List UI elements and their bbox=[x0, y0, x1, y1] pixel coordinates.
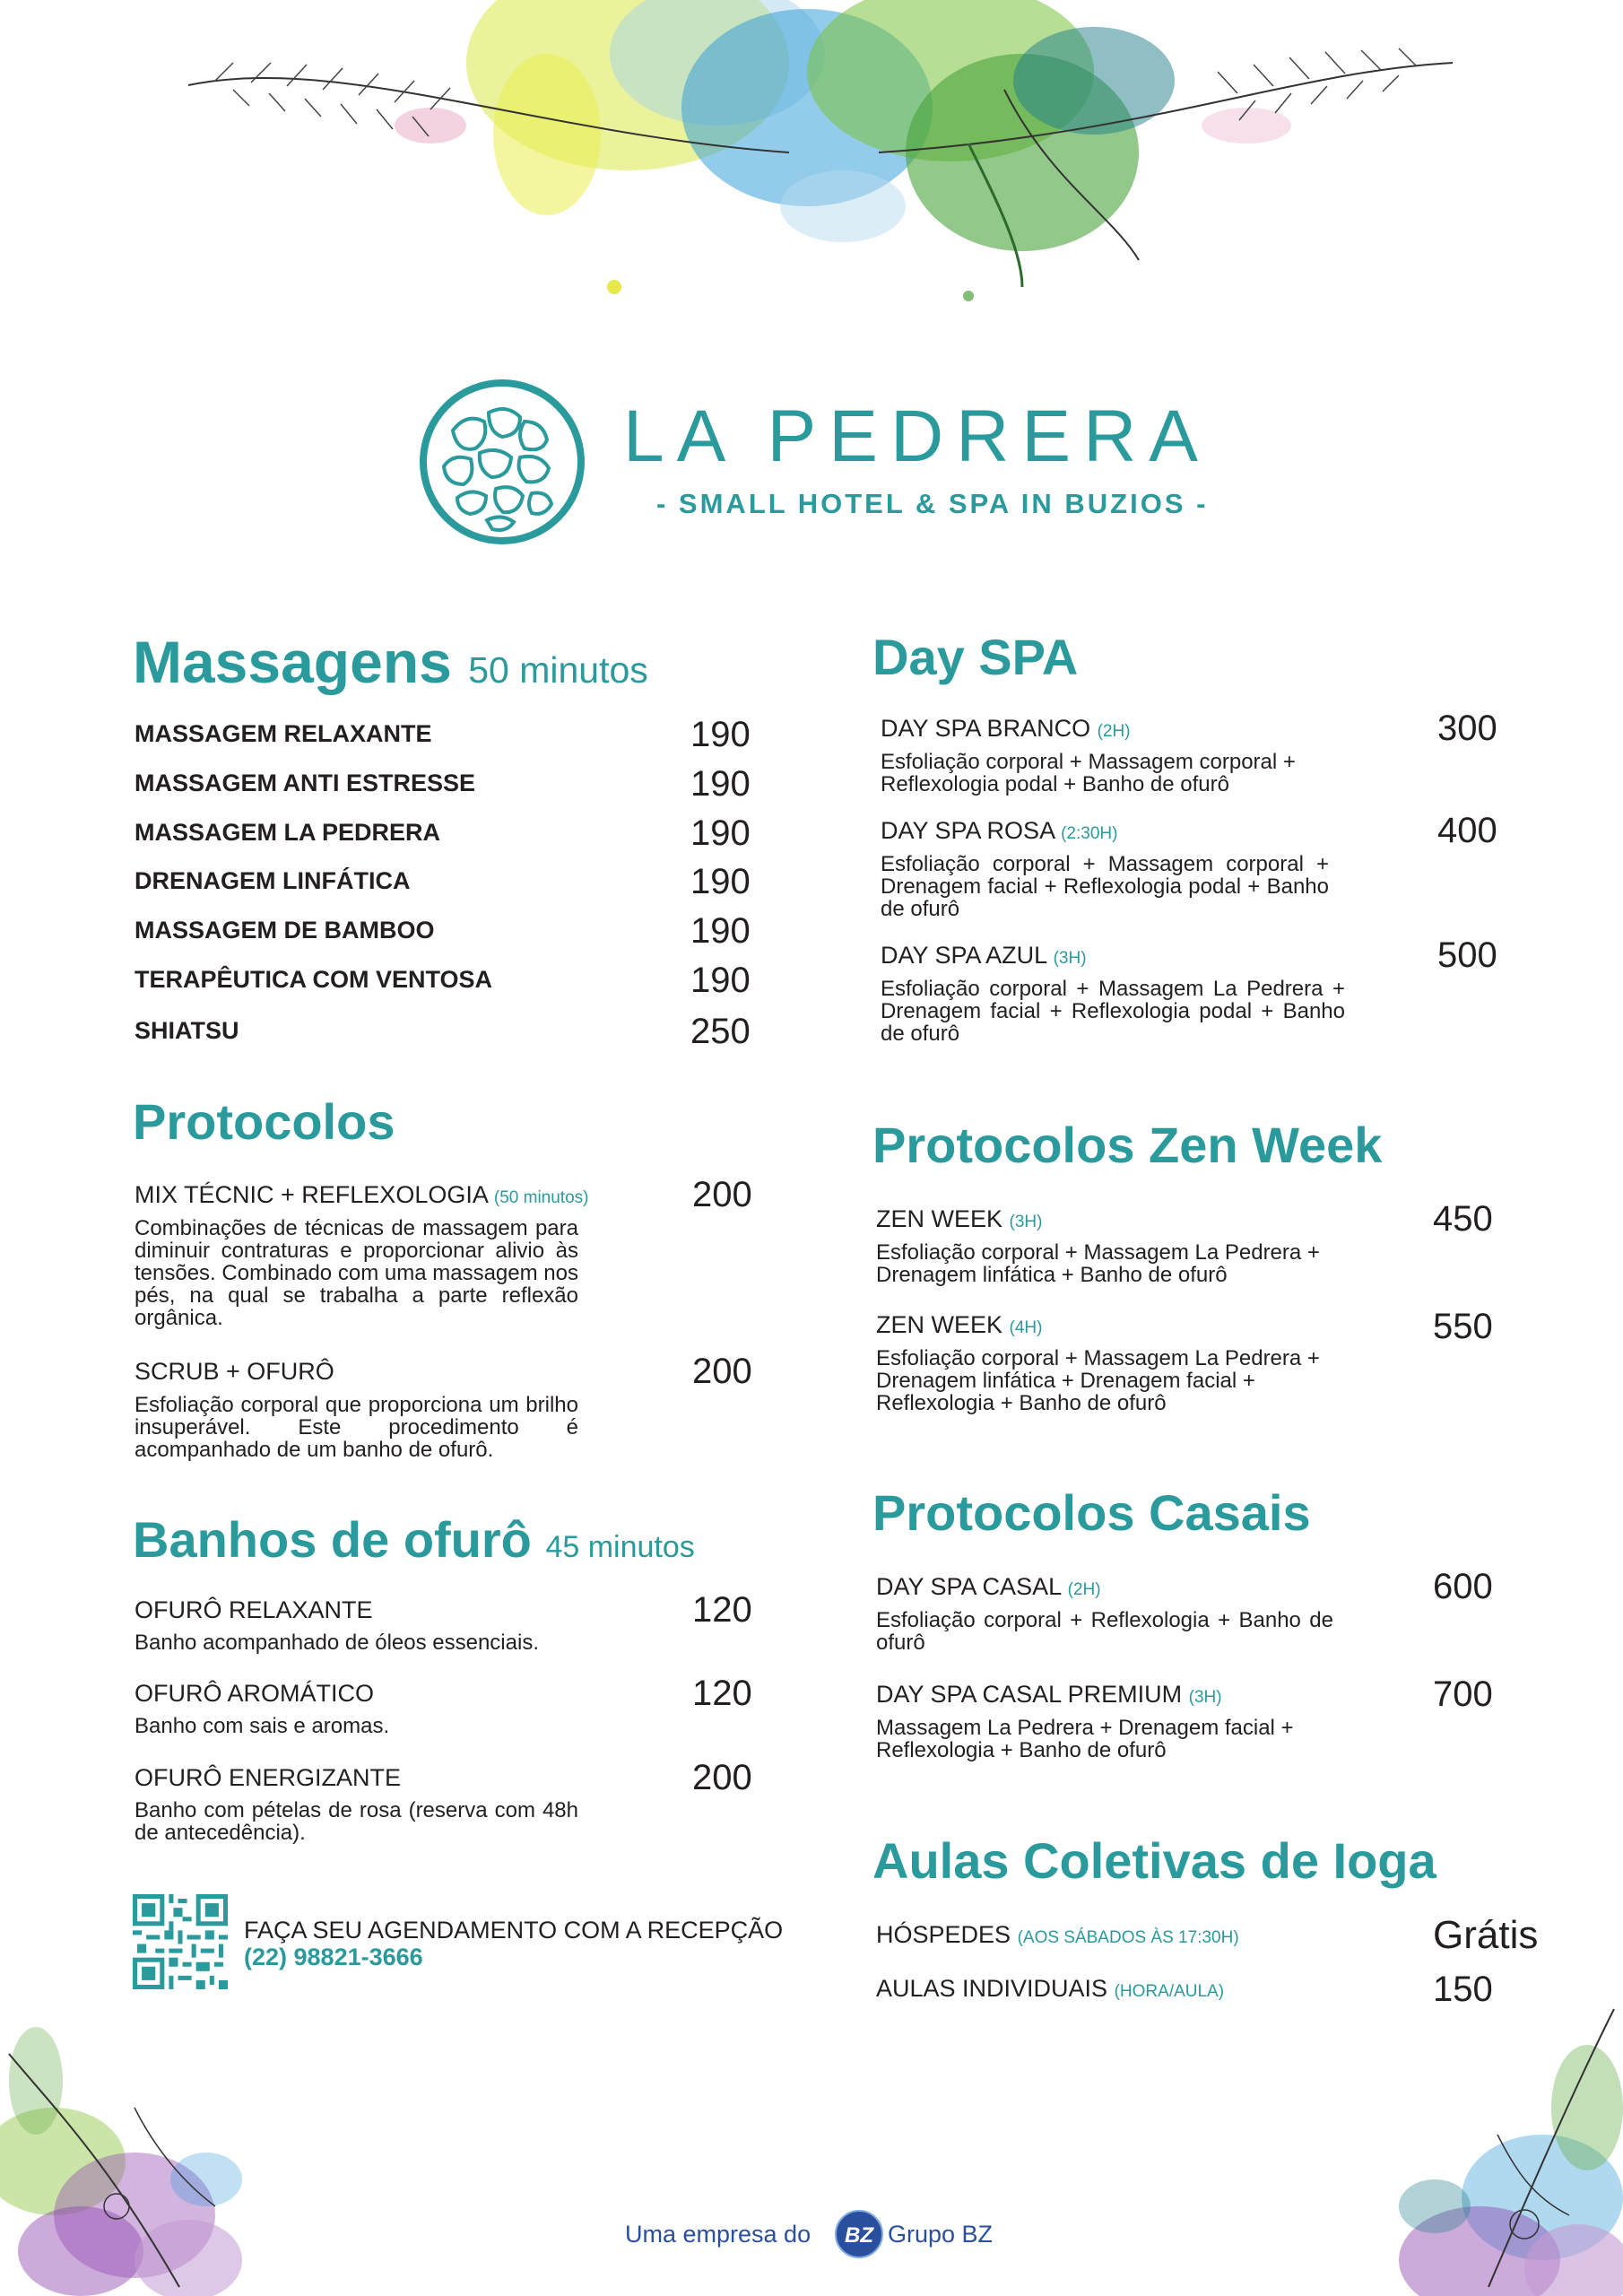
ofuro-relaxante-desc: Banho acompanhado de óleos essenciais. bbox=[135, 1631, 539, 1655]
grupo-bz-logo-icon bbox=[834, 2209, 884, 2259]
stone-logo-icon bbox=[417, 377, 587, 547]
massagem-anti-estresse-price: 190 bbox=[690, 764, 751, 804]
dayspa-rosa-desc: Esfoliação corporal + Massagem corporal + Drenagem facial + Reflexologia podal + Banho de ofurô bbox=[881, 852, 1329, 921]
zenweek-4h-desc: Esfoliação corporal + Massagem La Pedrera + Drenagem linfática + Drenagem facial + Reflexologia + Banho de ofurô bbox=[876, 1346, 1320, 1415]
flowers-right-art bbox=[1381, 2000, 1623, 2296]
zenweek-3h-label: ZEN WEEK bbox=[876, 1205, 1003, 1232]
massagens-subtitle: 50 minutos bbox=[468, 649, 648, 691]
dayspa-branco-name bbox=[881, 715, 1131, 743]
section-title-massagens bbox=[133, 628, 648, 696]
ioga-hospedes-price: Grátis bbox=[1433, 1913, 1539, 1957]
ioga-individuais-label: AULAS INDIVIDUAIS bbox=[876, 1975, 1108, 2002]
mix-tecnic-name bbox=[135, 1181, 588, 1209]
brand-title: LA PEDRERA bbox=[623, 396, 1211, 477]
ioga-individuais-name bbox=[876, 1975, 1224, 2003]
drenagem-linfatica-price: 190 bbox=[690, 862, 751, 901]
casal-premium-name bbox=[876, 1681, 1222, 1709]
dayspa-branco-price: 300 bbox=[1437, 709, 1497, 748]
zenweek-4h-note: (4H) bbox=[1009, 1318, 1043, 1337]
dayspa-branco-note: (2H) bbox=[1097, 722, 1131, 741]
zenweek-4h-name bbox=[876, 1311, 1042, 1339]
scrub-ofuro-price: 200 bbox=[692, 1352, 752, 1391]
mix-tecnic-desc: Combinações de técnicas de massagem para diminuir contraturas e proporcionar alivio às tensões. Combinado com uma massagem nos pés, na qual se trabalha a parte reflexão orgânica. bbox=[135, 1216, 578, 1330]
casal-2h-price: 600 bbox=[1433, 1567, 1493, 1606]
dayspa-rosa-name bbox=[881, 817, 1117, 845]
scrub-ofuro-name: SCRUB + OFURÔ bbox=[135, 1358, 334, 1385]
scrub-ofuro-desc: Esfoliação corporal que proporciona um brilho insuperável. Este procedimento é acompanhado de um banho de ofurô. bbox=[135, 1393, 578, 1462]
ofuro-energizante-name: OFURÔ ENERGIZANTE bbox=[135, 1764, 402, 1791]
ioga-hospedes-label: HÓSPEDES bbox=[876, 1921, 1011, 1948]
massagem-la-pedrera-price: 190 bbox=[690, 813, 751, 853]
section-title-ioga: Aulas Coletivas de Ioga bbox=[872, 1832, 1436, 1889]
section-title-casais: Protocolos Casais bbox=[872, 1484, 1311, 1541]
dayspa-rosa-note: (2:30H) bbox=[1061, 824, 1118, 843]
zenweek-4h-price: 550 bbox=[1433, 1307, 1493, 1346]
ioga-hospedes-note: (AOS SÁBADOS ÀS 17:30H) bbox=[1017, 1928, 1239, 1947]
dayspa-azul-note: (3H) bbox=[1053, 949, 1087, 968]
mix-tecnic-label: MIX TÉCNIC + REFLEXOLOGIA bbox=[135, 1181, 488, 1208]
massagem-bamboo-price: 190 bbox=[690, 911, 751, 951]
mix-tecnic-note: (50 minutos) bbox=[493, 1188, 589, 1207]
ofuro-energizante-price: 200 bbox=[692, 1758, 752, 1797]
ofuro-aromatico-name: OFURÔ AROMÁTICO bbox=[135, 1680, 375, 1707]
zenweek-3h-desc: Esfoliação corporal + Massagem La Pedrera + Drenagem linfática + Banho de ofurô bbox=[876, 1240, 1320, 1287]
ofuro-relaxante-price: 120 bbox=[692, 1590, 752, 1630]
casal-premium-desc: Massagem La Pedrera + Drenagem facial + Reflexologia + Banho de ofurô bbox=[876, 1716, 1294, 1762]
section-title-protocolos: Protocolos bbox=[133, 1093, 395, 1150]
terapeutica-ventosa-price: 190 bbox=[690, 961, 751, 1000]
zenweek-3h-price: 450 bbox=[1433, 1199, 1493, 1239]
dayspa-azul-desc: Esfoliação corporal + Massagem La Pedrera + Drenagem facial + Reflexologia podal + Banho de ofurô bbox=[881, 977, 1345, 1046]
massagem-anti-estresse-name: MASSAGEM ANTI ESTRESSE bbox=[135, 770, 476, 796]
casal-2h-desc: Esfoliação corporal + Reflexologia + Banho de ofurô bbox=[876, 1608, 1333, 1655]
zenweek-4h-label: ZEN WEEK bbox=[876, 1311, 1003, 1338]
bz-logo-mark: BZ bbox=[845, 2223, 873, 2248]
dayspa-azul-label: DAY SPA AZUL bbox=[881, 942, 1047, 969]
casal-2h-note: (2H) bbox=[1067, 1580, 1101, 1599]
drenagem-linfatica-name: DRENAGEM LINFÁTICA bbox=[135, 867, 411, 894]
zenweek-3h-name bbox=[876, 1205, 1042, 1233]
footer-brand: Grupo BZ bbox=[888, 2221, 994, 2248]
botanical-watercolor-art bbox=[161, 0, 1480, 314]
casal-premium-note: (3H) bbox=[1188, 1688, 1222, 1707]
dayspa-branco-desc: Esfoliação corporal + Massagem corporal + Reflexologia podal + Banho de ofurô bbox=[881, 750, 1296, 796]
dayspa-rosa-label: DAY SPA ROSA bbox=[881, 817, 1055, 844]
massagem-la-pedrera-name: MASSAGEM LA PEDRERA bbox=[135, 819, 441, 846]
zenweek-3h-note: (3H) bbox=[1009, 1213, 1043, 1231]
flowers-left-art bbox=[0, 2000, 260, 2296]
casal-premium-price: 700 bbox=[1433, 1674, 1493, 1714]
terapeutica-ventosa-name: TERAPÊUTICA COM VENTOSA bbox=[135, 966, 493, 993]
casal-premium-label: DAY SPA CASAL PREMIUM bbox=[876, 1681, 1183, 1708]
booking-instruction: FAÇA SEU AGENDAMENTO COM A RECEPÇÃO bbox=[244, 1917, 784, 1944]
massagem-relaxante-name: MASSAGEM RELAXANTE bbox=[135, 720, 432, 747]
massagens-title: Massagens bbox=[133, 629, 452, 695]
section-title-zenweek: Protocolos Zen Week bbox=[872, 1117, 1383, 1173]
dayspa-azul-name bbox=[881, 942, 1087, 970]
banhos-title: Banhos de ofurô bbox=[133, 1511, 532, 1568]
section-title-banhos bbox=[133, 1510, 695, 1569]
massagem-relaxante-price: 190 bbox=[690, 715, 751, 754]
booking-phone[interactable]: (22) 98821-3666 bbox=[244, 1944, 423, 1970]
ioga-individuais-note: (HORA/AULA) bbox=[1114, 1982, 1225, 2001]
banhos-subtitle: 45 minutos bbox=[545, 1530, 695, 1564]
dayspa-rosa-price: 400 bbox=[1437, 811, 1497, 850]
mix-tecnic-price: 200 bbox=[692, 1175, 752, 1214]
ofuro-aromatico-desc: Banho com sais e aromas. bbox=[135, 1714, 390, 1738]
casal-2h-label: DAY SPA CASAL bbox=[876, 1573, 1062, 1600]
dayspa-azul-price: 500 bbox=[1437, 935, 1497, 975]
section-title-dayspa: Day SPA bbox=[872, 629, 1079, 685]
massagem-bamboo-name: MASSAGEM DE BAMBOO bbox=[135, 917, 435, 944]
shiatsu-price: 250 bbox=[690, 1012, 751, 1051]
ofuro-relaxante-name: OFURÔ RELAXANTE bbox=[135, 1596, 373, 1623]
qr-code-icon[interactable] bbox=[133, 1894, 228, 1989]
dayspa-branco-label: DAY SPA BRANCO bbox=[881, 715, 1091, 742]
shiatsu-name: SHIATSU bbox=[135, 1017, 239, 1044]
ofuro-energizante-desc: Banho com pételas de rosa (reserva com 48h de antecedência). bbox=[135, 1798, 578, 1845]
footer-company-text: Uma empresa do bbox=[625, 2221, 812, 2248]
ioga-hospedes-name bbox=[876, 1921, 1239, 1949]
brand-tagline: - SMALL HOTEL & SPA IN BUZIOS - bbox=[656, 488, 1209, 519]
ioga-individuais-price: 150 bbox=[1433, 1970, 1493, 2009]
casal-2h-name bbox=[876, 1573, 1101, 1601]
ofuro-aromatico-price: 120 bbox=[692, 1674, 752, 1713]
